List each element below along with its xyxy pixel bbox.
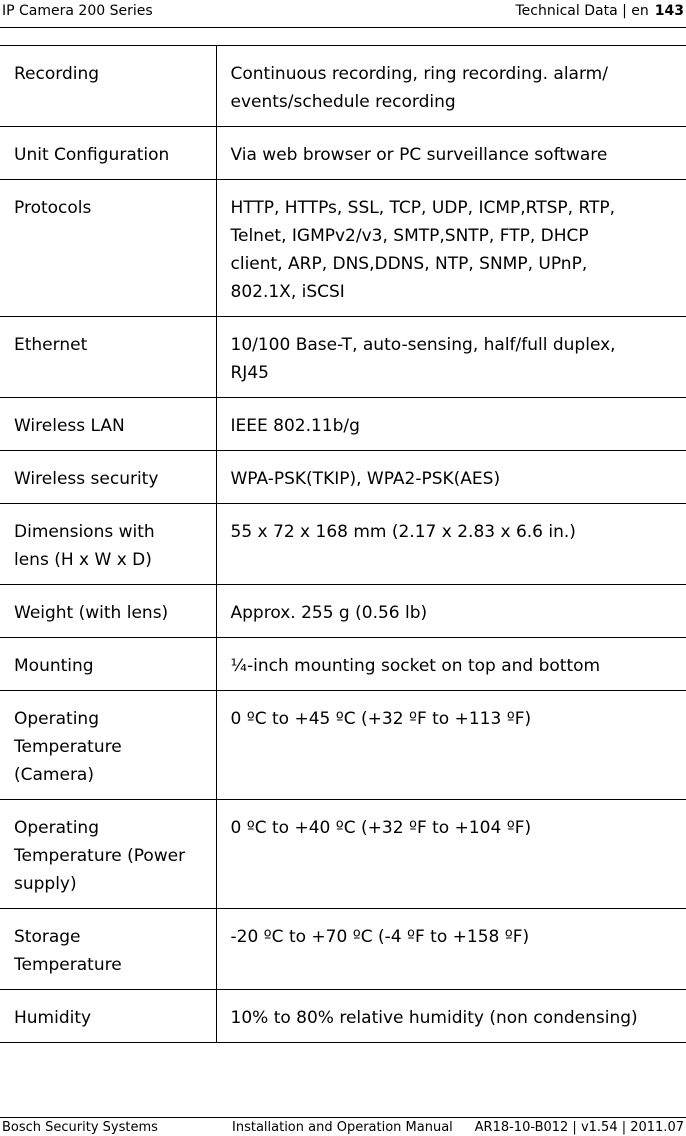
spec-value: Approx. 255 g (0.56 lb)	[216, 585, 686, 638]
spec-row	[0, 990, 686, 1043]
spec-label: Mounting	[0, 638, 216, 691]
spec-row	[0, 909, 686, 990]
spec-value: IEEE 802.11b/g	[216, 398, 686, 451]
spec-value: 0 ºC to +45 ºC (+32 ºF to +113 ºF)	[216, 691, 686, 800]
spec-label: Recording	[0, 46, 216, 127]
spec-label: Humidity	[0, 990, 216, 1043]
spec-label: Weight (with lens)	[0, 585, 216, 638]
section-label: Technical Data | en	[515, 3, 649, 19]
spec-value: 55 x 72 x 168 mm (2.17 x 2.83 x 6.6 in.)	[216, 504, 686, 585]
footer-company: Bosch Security Systems	[2, 1120, 158, 1135]
spec-row	[0, 504, 686, 585]
spec-row	[0, 585, 686, 638]
spec-row	[0, 638, 686, 691]
technical-data-body	[0, 46, 686, 1043]
spec-row	[0, 127, 686, 180]
spec-label: Unit Configuration	[0, 127, 216, 180]
spec-row	[0, 451, 686, 504]
page-header	[0, 0, 686, 28]
spec-label: Ethernet	[0, 317, 216, 398]
spec-label: Protocols	[0, 180, 216, 317]
spec-row	[0, 691, 686, 800]
spec-row	[0, 317, 686, 398]
product-title: IP Camera 200 Series	[2, 3, 153, 19]
spec-label: Wireless LAN	[0, 398, 216, 451]
section-info	[515, 3, 684, 19]
spec-row	[0, 800, 686, 909]
page-footer	[0, 1117, 686, 1136]
spec-value: Via web browser or PC surveillance software	[216, 127, 686, 180]
spec-row	[0, 398, 686, 451]
spec-value: 10/100 Base-T, auto-sensing, half/full duplex, RJ45	[216, 317, 686, 398]
spec-label: Wireless security	[0, 451, 216, 504]
spec-value: WPA-PSK(TKIP), WPA2-PSK(AES)	[216, 451, 686, 504]
spec-row	[0, 46, 686, 127]
page-number: 143	[654, 3, 684, 19]
spec-value: Continuous recording, ring recording. alarm/ events/schedule recording	[216, 46, 686, 127]
spec-label: Dimensions with lens (H x W x D)	[0, 504, 216, 585]
spec-value: 0 ºC to +40 ºC (+32 ºF to +104 ºF)	[216, 800, 686, 909]
spec-label: Storage Temperature	[0, 909, 216, 990]
spec-label: Operating Temperature (Power supply)	[0, 800, 216, 909]
spec-value: HTTP, HTTPs, SSL, TCP, UDP, ICMP,RTSP, RTP, Telnet, IGMPv2/v3, SMTP,SNTP, FTP, DHCP client, ARP, DNS,DDNS, NTP, SNMP, UPnP, 802.1X, iSCSI	[216, 180, 686, 317]
technical-data-table	[0, 45, 686, 1043]
spec-value: ¼-inch mounting socket on top and bottom	[216, 638, 686, 691]
footer-document: Installation and Operation Manual	[232, 1120, 453, 1135]
spec-label: Operating Temperature (Camera)	[0, 691, 216, 800]
spec-value: -20 ºC to +70 ºC (-4 ºF to +158 ºF)	[216, 909, 686, 990]
spec-value: 10% to 80% relative humidity (non condensing)	[216, 990, 686, 1043]
footer-reference: AR18-10-B012 | v1.54 | 2011.07	[474, 1120, 684, 1135]
spec-row	[0, 180, 686, 317]
